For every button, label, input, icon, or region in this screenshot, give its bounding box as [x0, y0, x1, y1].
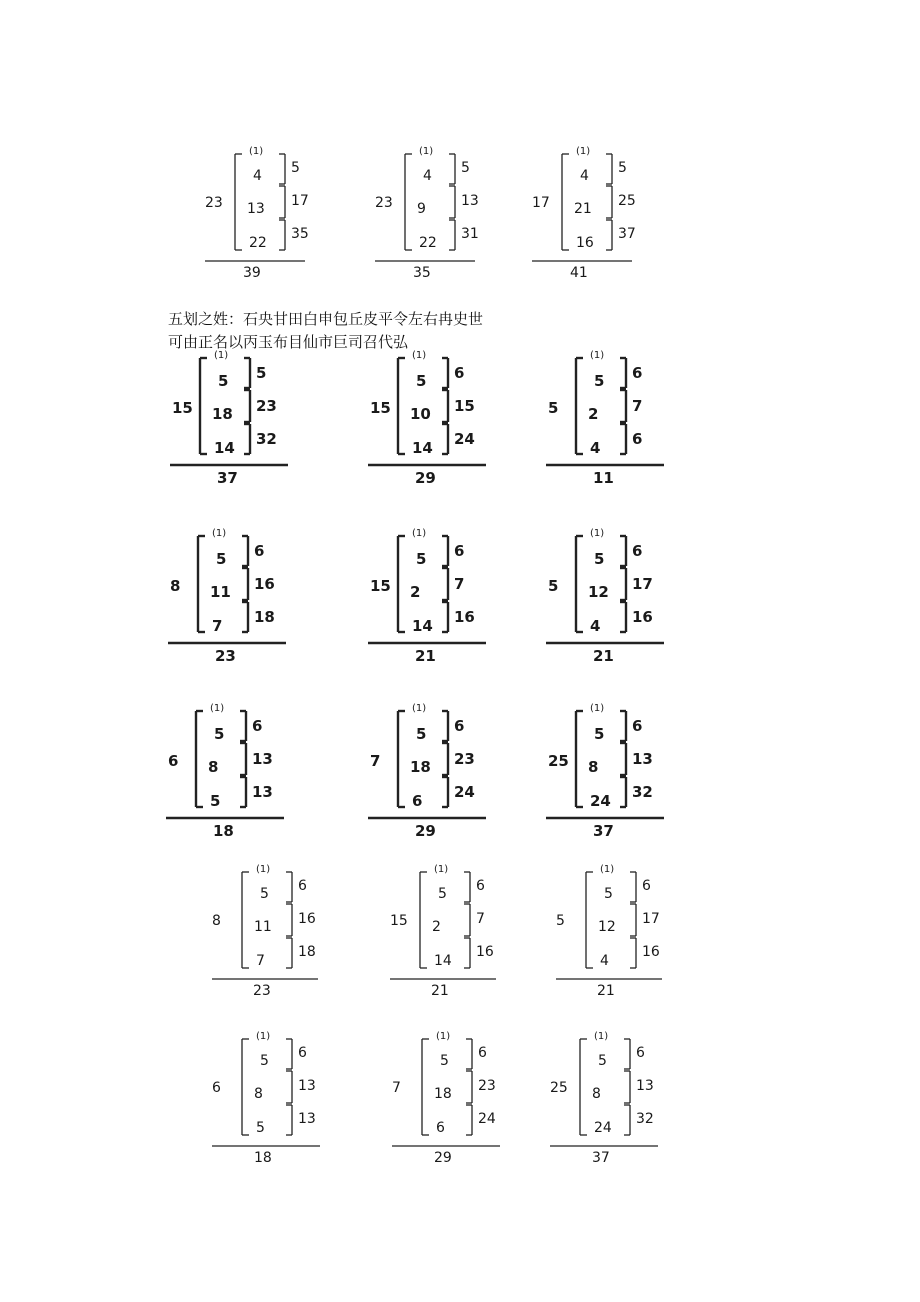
bracket-lines [212, 1033, 352, 1173]
outer-stroke-value: 5 [556, 913, 565, 929]
earth-grid-value: 16 [632, 608, 653, 626]
heaven-placeholder: (1) [590, 528, 605, 539]
outer-stroke-value: 25 [548, 752, 569, 770]
surname-stroke-value: 5 [604, 886, 613, 902]
bracket-lines [556, 866, 696, 1006]
heaven-placeholder: (1) [249, 146, 264, 157]
name-stroke-diagram [390, 866, 510, 1006]
heaven-grid-value: 6 [254, 542, 265, 560]
surname-stroke-value: 5 [218, 372, 229, 390]
heaven-grid-value: 6 [454, 542, 465, 560]
total-grid-value: 41 [570, 265, 588, 281]
surname-stroke-value: 5 [440, 1053, 449, 1069]
person-grid-value: 13 [461, 193, 479, 209]
outer-stroke-value: 23 [375, 195, 393, 211]
heaven-placeholder: (1) [210, 703, 225, 714]
earth-grid-value: 24 [454, 783, 475, 801]
name-stroke-diagram [556, 866, 676, 1006]
earth-grid-value: 37 [618, 226, 636, 242]
total-grid-value: 29 [415, 469, 436, 487]
name2-stroke-value: 4 [600, 953, 609, 969]
heaven-placeholder: (1) [590, 703, 605, 714]
name2-stroke-value: 7 [212, 617, 223, 635]
total-grid-value: 35 [413, 265, 431, 281]
outer-stroke-value: 23 [205, 195, 223, 211]
outer-stroke-value: 6 [168, 752, 179, 770]
outer-stroke-value: 5 [548, 577, 559, 595]
earth-grid-value: 18 [254, 608, 275, 626]
person-grid-value: 13 [636, 1078, 654, 1094]
name1-stroke-value: 10 [410, 405, 431, 423]
heaven-grid-value: 6 [298, 1045, 307, 1061]
heaven-grid-value: 6 [298, 878, 307, 894]
heaven-placeholder: (1) [419, 146, 434, 157]
name-stroke-diagram [532, 148, 652, 288]
name1-stroke-value: 8 [208, 758, 219, 776]
person-grid-value: 16 [298, 911, 316, 927]
heaven-placeholder: (1) [600, 864, 615, 875]
name2-stroke-value: 6 [412, 792, 423, 810]
total-grid-value: 29 [434, 1150, 452, 1166]
bracket-lines [546, 530, 686, 670]
surname-stroke-value: 5 [598, 1053, 607, 1069]
heaven-placeholder: (1) [256, 864, 271, 875]
heaven-placeholder: (1) [594, 1031, 609, 1042]
name2-stroke-value: 5 [210, 792, 221, 810]
name2-stroke-value: 6 [436, 1120, 445, 1136]
heaven-grid-value: 5 [618, 160, 627, 176]
name2-stroke-value: 4 [590, 617, 601, 635]
name-stroke-diagram [392, 1033, 512, 1173]
total-grid-value: 21 [431, 983, 449, 999]
heaven-grid-value: 5 [291, 160, 300, 176]
person-grid-value: 17 [632, 575, 653, 593]
caption-line-2: 可由正名以丙玉布目仙市巨司召代弘 [168, 333, 409, 351]
name-stroke-diagram [170, 352, 290, 492]
surname-stroke-value: 5 [260, 1053, 269, 1069]
surname-stroke-value: 5 [594, 372, 605, 390]
total-grid-value: 18 [213, 822, 234, 840]
name1-stroke-value: 8 [592, 1086, 601, 1102]
heaven-grid-value: 6 [478, 1045, 487, 1061]
bracket-lines [205, 148, 345, 288]
heaven-placeholder: (1) [412, 350, 427, 361]
surname-stroke-value: 4 [423, 168, 432, 184]
outer-stroke-value: 7 [392, 1080, 401, 1096]
total-grid-value: 21 [597, 983, 615, 999]
name1-stroke-value: 13 [247, 201, 265, 217]
heaven-grid-value: 6 [642, 878, 651, 894]
name-stroke-diagram [368, 530, 488, 670]
name1-stroke-value: 2 [432, 919, 441, 935]
heaven-grid-value: 6 [454, 717, 465, 735]
outer-stroke-value: 6 [212, 1080, 221, 1096]
bracket-lines [368, 352, 508, 492]
surname-stroke-value: 5 [216, 550, 227, 568]
total-grid-value: 29 [415, 822, 436, 840]
person-grid-value: 13 [252, 750, 273, 768]
name2-stroke-value: 7 [256, 953, 265, 969]
name2-stroke-value: 22 [419, 235, 437, 251]
name1-stroke-value: 18 [434, 1086, 452, 1102]
heaven-grid-value: 5 [461, 160, 470, 176]
heaven-placeholder: (1) [256, 1031, 271, 1042]
person-grid-value: 23 [256, 397, 277, 415]
surname-stroke-value: 5 [438, 886, 447, 902]
name2-stroke-value: 24 [594, 1120, 612, 1136]
name-stroke-diagram [166, 705, 286, 845]
name-stroke-diagram [375, 148, 495, 288]
earth-grid-value: 24 [478, 1111, 496, 1127]
heaven-placeholder: (1) [436, 1031, 451, 1042]
person-grid-value: 16 [254, 575, 275, 593]
name1-stroke-value: 12 [598, 919, 616, 935]
total-grid-value: 23 [215, 647, 236, 665]
total-grid-value: 18 [254, 1150, 272, 1166]
heaven-grid-value: 6 [632, 542, 643, 560]
surname-stroke-value: 4 [580, 168, 589, 184]
outer-stroke-value: 15 [172, 399, 193, 417]
name1-stroke-value: 18 [212, 405, 233, 423]
outer-stroke-value: 7 [370, 752, 381, 770]
name1-stroke-value: 12 [588, 583, 609, 601]
name1-stroke-value: 9 [417, 201, 426, 217]
outer-stroke-value: 15 [390, 913, 408, 929]
name-stroke-diagram [546, 530, 666, 670]
name2-stroke-value: 14 [412, 617, 433, 635]
outer-stroke-value: 8 [212, 913, 221, 929]
person-grid-value: 17 [291, 193, 309, 209]
heaven-grid-value: 6 [632, 364, 643, 382]
heaven-placeholder: (1) [412, 528, 427, 539]
total-grid-value: 37 [592, 1150, 610, 1166]
earth-grid-value: 32 [632, 783, 653, 801]
person-grid-value: 13 [298, 1078, 316, 1094]
person-grid-value: 15 [454, 397, 475, 415]
name-stroke-diagram [546, 352, 666, 492]
surname-stroke-value: 5 [594, 725, 605, 743]
bracket-lines [390, 866, 530, 1006]
surname-stroke-value: 5 [416, 550, 427, 568]
outer-stroke-value: 15 [370, 399, 391, 417]
bracket-lines [546, 705, 686, 845]
name-stroke-diagram [168, 530, 288, 670]
name2-stroke-value: 14 [412, 439, 433, 457]
person-grid-value: 23 [454, 750, 475, 768]
name1-stroke-value: 8 [254, 1086, 263, 1102]
bracket-lines [368, 705, 508, 845]
total-grid-value: 11 [593, 469, 614, 487]
outer-stroke-value: 8 [170, 577, 181, 595]
name2-stroke-value: 22 [249, 235, 267, 251]
heaven-grid-value: 6 [252, 717, 263, 735]
name1-stroke-value: 2 [410, 583, 421, 601]
person-grid-value: 13 [632, 750, 653, 768]
earth-grid-value: 16 [642, 944, 660, 960]
heaven-placeholder: (1) [576, 146, 591, 157]
bracket-lines [550, 1033, 690, 1173]
heaven-placeholder: (1) [590, 350, 605, 361]
person-grid-value: 23 [478, 1078, 496, 1094]
bracket-lines [168, 530, 308, 670]
name-stroke-diagram [368, 705, 488, 845]
person-grid-value: 7 [454, 575, 465, 593]
earth-grid-value: 13 [298, 1111, 316, 1127]
name2-stroke-value: 5 [256, 1120, 265, 1136]
name1-stroke-value: 11 [254, 919, 272, 935]
name2-stroke-value: 24 [590, 792, 611, 810]
name1-stroke-value: 8 [588, 758, 599, 776]
name-stroke-diagram [368, 352, 488, 492]
name-stroke-diagram [212, 866, 332, 1006]
earth-grid-value: 16 [476, 944, 494, 960]
outer-stroke-value: 17 [532, 195, 550, 211]
heaven-placeholder: (1) [212, 528, 227, 539]
bracket-lines [392, 1033, 532, 1173]
bracket-lines [368, 530, 508, 670]
name1-stroke-value: 11 [210, 583, 231, 601]
person-grid-value: 25 [618, 193, 636, 209]
total-grid-value: 23 [253, 983, 271, 999]
earth-grid-value: 13 [252, 783, 273, 801]
earth-grid-value: 31 [461, 226, 479, 242]
earth-grid-value: 18 [298, 944, 316, 960]
name-stroke-diagram [546, 705, 666, 845]
surname-stroke-value: 4 [253, 168, 262, 184]
name-stroke-diagram [205, 148, 325, 288]
person-grid-value: 7 [476, 911, 485, 927]
heaven-placeholder: (1) [214, 350, 229, 361]
earth-grid-value: 32 [256, 430, 277, 448]
total-grid-value: 37 [217, 469, 238, 487]
total-grid-value: 37 [593, 822, 614, 840]
surname-stroke-value: 5 [416, 725, 427, 743]
total-grid-value: 39 [243, 265, 261, 281]
name2-stroke-value: 14 [214, 439, 235, 457]
heaven-grid-value: 6 [632, 717, 643, 735]
surname-stroke-value: 5 [260, 886, 269, 902]
heaven-placeholder: (1) [412, 703, 427, 714]
caption-line-1: 五划之姓：石央甘田白申包丘皮平令左右冉史世 [168, 310, 484, 328]
bracket-lines [170, 352, 310, 492]
heaven-grid-value: 5 [256, 364, 267, 382]
name1-stroke-value: 2 [588, 405, 599, 423]
surname-stroke-value: 5 [214, 725, 225, 743]
earth-grid-value: 6 [632, 430, 643, 448]
name1-stroke-value: 18 [410, 758, 431, 776]
surname-stroke-value: 5 [416, 372, 427, 390]
bracket-lines [375, 148, 515, 288]
outer-stroke-value: 15 [370, 577, 391, 595]
earth-grid-value: 32 [636, 1111, 654, 1127]
person-grid-value: 7 [632, 397, 643, 415]
outer-stroke-value: 25 [550, 1080, 568, 1096]
name-stroke-diagram [212, 1033, 332, 1173]
surname-stroke-value: 5 [594, 550, 605, 568]
bracket-lines [166, 705, 306, 845]
total-grid-value: 21 [415, 647, 436, 665]
bracket-lines [212, 866, 352, 1006]
bracket-lines [546, 352, 686, 492]
earth-grid-value: 16 [454, 608, 475, 626]
earth-grid-value: 35 [291, 226, 309, 242]
name1-stroke-value: 21 [574, 201, 592, 217]
person-grid-value: 17 [642, 911, 660, 927]
name-stroke-diagram [550, 1033, 670, 1173]
outer-stroke-value: 5 [548, 399, 559, 417]
earth-grid-value: 24 [454, 430, 475, 448]
heaven-grid-value: 6 [476, 878, 485, 894]
name2-stroke-value: 4 [590, 439, 601, 457]
total-grid-value: 21 [593, 647, 614, 665]
heaven-grid-value: 6 [454, 364, 465, 382]
name2-stroke-value: 16 [576, 235, 594, 251]
heaven-placeholder: (1) [434, 864, 449, 875]
name2-stroke-value: 14 [434, 953, 452, 969]
heaven-grid-value: 6 [636, 1045, 645, 1061]
bracket-lines [532, 148, 672, 288]
